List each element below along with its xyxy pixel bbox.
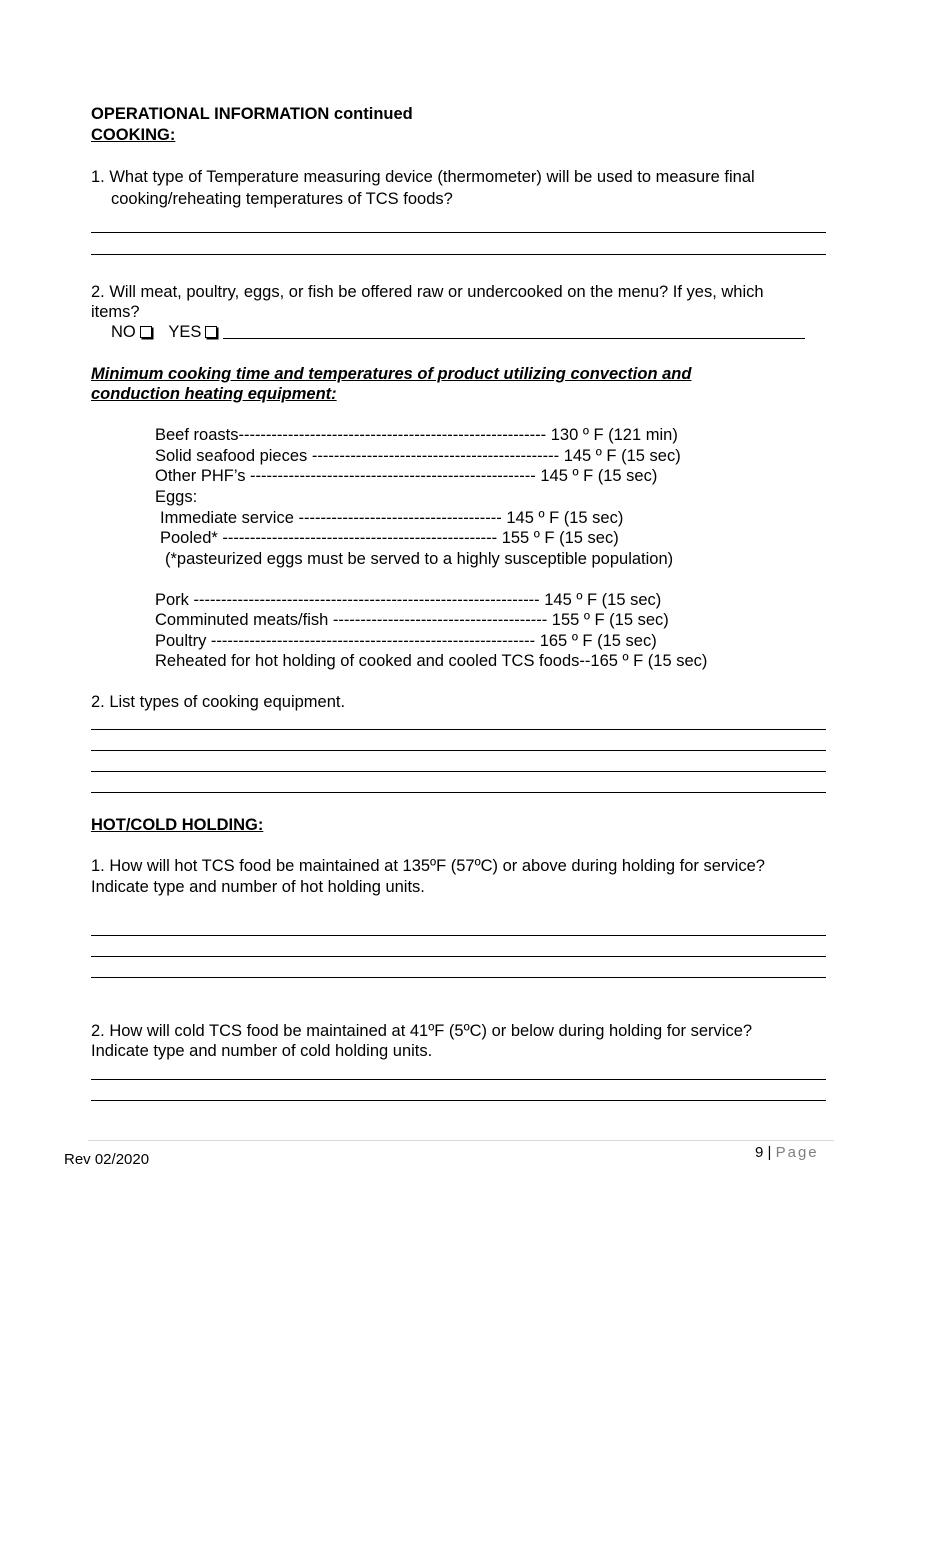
temp-row-reheated: Reheated for hot holding of cooked and cooled TCS foods--165 º F (15 sec) — [155, 652, 708, 670]
yes-items-field[interactable] — [223, 324, 805, 339]
page-separator: | — [767, 1144, 772, 1161]
holding-question-1-line-1: 1. How will hot TCS food be maintained at 135ºF (57ºC) or above during holding for service? — [91, 857, 765, 875]
temp-row-pork: Pork --------------------------------------------------------------- 145 º F (15 sec) — [155, 591, 662, 609]
holding-question-2-line-2: Indicate type and number of cold holding units. — [91, 1042, 433, 1060]
yes-label: YES — [168, 323, 202, 341]
temp-row-poultry: Poultry ----------------------------------------------------------- 165 º F (15 sec) — [155, 632, 657, 650]
temp-row-immediate: Immediate service ------------------------------------- 145 º F (15 sec) — [160, 509, 624, 527]
cooking-question-3: 2. List types of cooking equipment. — [91, 693, 346, 711]
answer-line[interactable] — [91, 232, 826, 233]
temp-note-pasteurized: (*pasteurized eggs must be served to a highly susceptible population) — [165, 550, 674, 568]
section-heading-holding: HOT/COLD HOLDING: — [91, 816, 264, 834]
answer-line[interactable] — [91, 935, 826, 936]
page-number-block — [755, 1143, 819, 1163]
answer-line[interactable] — [91, 956, 826, 957]
yes-checkbox[interactable] — [205, 326, 217, 338]
temp-row-phf: Other PHF’s ---------------------------------------------------- 145 º F (15 sec) — [155, 467, 658, 485]
question-text-line-2: cooking/reheating temperatures of TCS foods? — [111, 190, 453, 208]
answer-line[interactable] — [91, 771, 826, 772]
page-number: 9 — [755, 1144, 764, 1161]
footer-divider — [88, 1140, 834, 1141]
min-cooking-heading-line-2: conduction heating equipment: — [91, 385, 337, 403]
holding-question-2-line-1: 2. How will cold TCS food be maintained at 41ºF (5ºC) or below during holding for service? — [91, 1022, 753, 1040]
cooking-question-2-line-2: items? — [91, 303, 140, 321]
answer-line[interactable] — [91, 1079, 826, 1080]
question-text-line-1: What type of Temperature measuring device (thermometer) will be used to measure final — [109, 168, 755, 186]
answer-line[interactable] — [91, 792, 826, 793]
min-cooking-heading-line-1: Minimum cooking time and temperatures of product utilizing convection and — [91, 365, 692, 383]
temp-row-seafood: Solid seafood pieces --------------------------------------------- 145 º F (15 sec) — [155, 447, 681, 465]
question-number: 1. — [91, 168, 105, 186]
page-word: Page — [775, 1144, 819, 1161]
temp-row-beef: Beef roasts-------------------------------------------------------- 130 º F (121 min) — [155, 426, 678, 444]
temp-row-comminuted: Comminuted meats/fish --------------------------------------- 155 º F (15 sec) — [155, 611, 669, 629]
no-checkbox[interactable] — [140, 326, 152, 338]
section-heading-cooking: COOKING: — [91, 126, 176, 144]
no-label: NO — [111, 323, 136, 341]
answer-line[interactable] — [91, 254, 826, 255]
cooking-question-1 — [91, 167, 755, 187]
holding-question-1-line-2: Indicate type and number of hot holding units. — [91, 878, 425, 896]
cooking-question-2-line-1: 2. Will meat, poultry, eggs, or fish be offered raw or undercooked on the menu? If yes, which — [91, 283, 764, 301]
answer-line[interactable] — [91, 750, 826, 751]
answer-line[interactable] — [91, 977, 826, 978]
revision-label: Rev 02/2020 — [64, 1151, 150, 1168]
temp-row-eggs: Eggs: — [155, 488, 198, 506]
page-title: OPERATIONAL INFORMATION continued — [91, 105, 413, 123]
temp-row-pooled: Pooled* -------------------------------------------------- 155 º F (15 sec) — [160, 529, 619, 547]
answer-line[interactable] — [91, 729, 826, 730]
answer-line[interactable] — [91, 1100, 826, 1101]
raw-undercooked-choice — [111, 322, 805, 342]
